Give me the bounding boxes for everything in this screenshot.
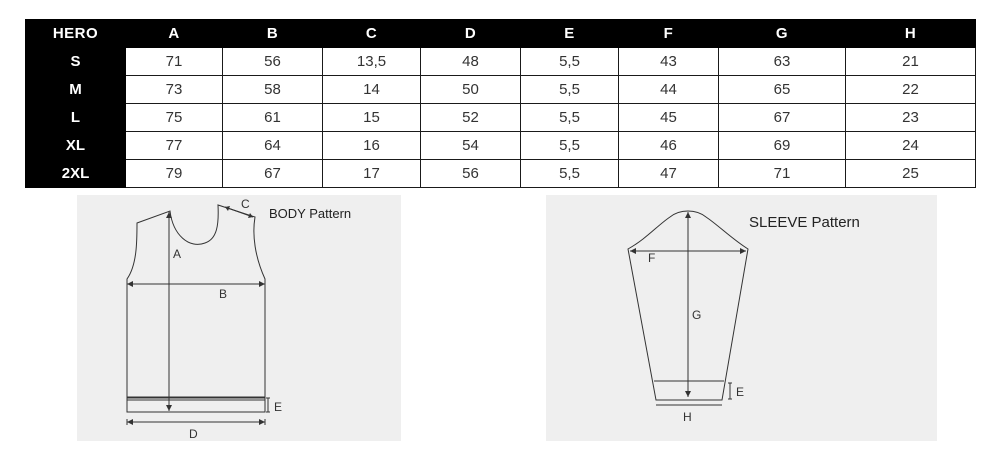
measurement-cell: 17 — [323, 160, 421, 188]
measurement-cell: 63 — [719, 48, 846, 76]
measurement-cell: 67 — [719, 104, 846, 132]
table-row — [26, 104, 976, 132]
measurement-cell: 69 — [719, 132, 846, 160]
measurement-cell: 5,5 — [521, 104, 619, 132]
body-pattern-title: BODY Pattern — [269, 206, 352, 221]
measurement-cell: 47 — [619, 160, 719, 188]
size-chart-table — [25, 19, 976, 188]
measurement-cell: 56 — [223, 48, 323, 76]
size-label-cell: 2XL — [26, 160, 126, 188]
measurement-cell: 15 — [323, 104, 421, 132]
measurement-cell: 73 — [126, 76, 223, 104]
header-cell-b: B — [223, 20, 323, 48]
measurement-cell: 75 — [126, 104, 223, 132]
measurement-cell: 56 — [421, 160, 521, 188]
measurement-cell: 25 — [846, 160, 976, 188]
sleeve-pattern-panel — [546, 195, 937, 441]
measurement-cell: 67 — [223, 160, 323, 188]
measurement-cell: 22 — [846, 76, 976, 104]
header-cell-f: F — [619, 20, 719, 48]
measurement-cell: 5,5 — [521, 76, 619, 104]
label-e-sleeve: E — [736, 385, 745, 399]
measurement-cell: 5,5 — [521, 132, 619, 160]
measurement-cell: 79 — [126, 160, 223, 188]
table-row — [26, 160, 976, 188]
measurement-cell: 61 — [223, 104, 323, 132]
measurement-cell: 43 — [619, 48, 719, 76]
measurement-cell: 77 — [126, 132, 223, 160]
label-a: A — [173, 247, 182, 261]
measurement-cell: 14 — [323, 76, 421, 104]
header-cell-a: A — [126, 20, 223, 48]
measurement-cell: 45 — [619, 104, 719, 132]
measurement-cell: 46 — [619, 132, 719, 160]
measurement-cell: 44 — [619, 76, 719, 104]
measurement-cell: 48 — [421, 48, 521, 76]
measurement-cell: 50 — [421, 76, 521, 104]
label-d: D — [189, 427, 198, 441]
measurement-cell: 24 — [846, 132, 976, 160]
measurement-cell: 64 — [223, 132, 323, 160]
table-row — [26, 48, 976, 76]
measurement-cell: 5,5 — [521, 48, 619, 76]
label-f: F — [648, 251, 656, 265]
header-cell-c: C — [323, 20, 421, 48]
size-label-cell: XL — [26, 132, 126, 160]
size-label-cell: M — [26, 76, 126, 104]
measurement-cell: 21 — [846, 48, 976, 76]
label-h: H — [683, 410, 692, 424]
table-header-row — [26, 20, 976, 48]
label-g: G — [692, 308, 702, 322]
header-cell-d: D — [421, 20, 521, 48]
label-b: B — [219, 287, 228, 301]
measurement-cell: 54 — [421, 132, 521, 160]
label-c: C — [241, 197, 250, 211]
measurement-cell: 13,5 — [323, 48, 421, 76]
measurement-cell: 58 — [223, 76, 323, 104]
header-cell-g: G — [719, 20, 846, 48]
header-cell-hero: HERO — [26, 20, 126, 48]
body-outline-shape — [127, 205, 265, 400]
table-row — [26, 132, 976, 160]
label-e: E — [274, 400, 283, 414]
measurement-cell: 52 — [421, 104, 521, 132]
body-pattern-panel — [77, 195, 401, 441]
body-pattern-diagram — [77, 195, 401, 441]
table-row — [26, 76, 976, 104]
measurement-cell: 71 — [126, 48, 223, 76]
header-cell-h: H — [846, 20, 976, 48]
size-label-cell: S — [26, 48, 126, 76]
measurement-cell: 16 — [323, 132, 421, 160]
measurement-cell: 71 — [719, 160, 846, 188]
size-label-cell: L — [26, 104, 126, 132]
header-cell-e: E — [521, 20, 619, 48]
measurement-cell: 65 — [719, 76, 846, 104]
measurement-cell: 5,5 — [521, 160, 619, 188]
sleeve-pattern-diagram — [546, 195, 937, 441]
sleeve-pattern-title: SLEEVE Pattern — [749, 214, 860, 231]
measurement-cell: 23 — [846, 104, 976, 132]
